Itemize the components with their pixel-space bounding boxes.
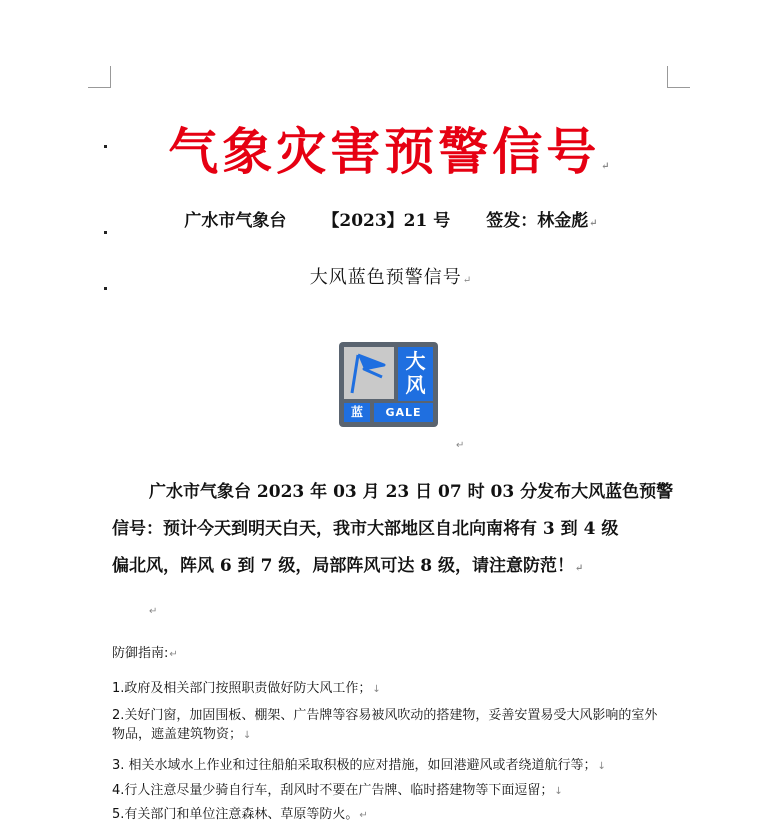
body-line: 信号：预计今天到明天白天，我市大部地区自北向南将有 3 到 4 级 xyxy=(112,519,619,539)
list-item-text: 2.关好门窗，加固围板、棚架、广告牌等容易被风吹动的搭建物，妥善安置易受大风影响的室外物品，遮盖建筑物资； xyxy=(112,708,658,742)
level-label: 蓝 xyxy=(344,403,370,422)
list-item xyxy=(112,706,660,745)
paragraph-mark-icon: ↵ xyxy=(169,649,178,660)
crop-mark-top-left-h xyxy=(88,87,111,88)
flag-icon xyxy=(344,347,394,399)
warning-subtitle xyxy=(0,263,782,289)
margin-bullet xyxy=(104,231,107,234)
line-break-icon: ↓ xyxy=(243,730,252,741)
issuer-name: 广水市气象台 xyxy=(184,211,287,231)
crop-mark-top-left-v xyxy=(110,66,111,88)
document-title xyxy=(0,112,782,184)
list-item-text: 4.行人注意尽量少骑自行车，刮风时不要在广告牌、临时搭建物等下面逗留； xyxy=(112,783,554,798)
list-item xyxy=(112,756,606,776)
crop-mark-top-right-h xyxy=(667,87,690,88)
document-number: 【2023】21 号 xyxy=(322,211,451,231)
paragraph-mark-icon: ↵ xyxy=(456,440,465,451)
list-item-text: 1.政府及相关部门按照职责做好防大风工作； xyxy=(112,681,372,696)
body-line: 广水市气象台 2023 年 03 月 23 日 07 时 03 分发布大风蓝色预警 xyxy=(149,482,674,502)
english-label: GALE xyxy=(374,403,433,422)
line-break-icon: ↓ xyxy=(554,786,563,797)
line-break-icon: ↓ xyxy=(372,684,381,695)
warning-body xyxy=(112,474,672,587)
line-break-icon: ↓ xyxy=(597,761,606,772)
subtitle-text: 大风蓝色预警信号 xyxy=(309,267,462,288)
list-item xyxy=(112,781,563,801)
list-item xyxy=(112,679,381,699)
paragraph-mark-icon: ↵ xyxy=(575,563,584,574)
issuer-line xyxy=(0,206,782,231)
gale-label: 大风 xyxy=(398,347,433,401)
crop-mark-top-right-v xyxy=(667,66,668,88)
paragraph-mark-icon: ↵ xyxy=(359,810,368,821)
list-item-text: 3. 相关水域水上作业和过往船舶采取积极的应对措施，如回港避风或者绕道航行等； xyxy=(112,758,597,773)
signer: 签发：林金彪 xyxy=(486,211,589,231)
gale-warning-icon xyxy=(339,342,438,427)
paragraph-mark-icon: ↵ xyxy=(589,218,598,229)
paragraph-mark-icon: ↵ xyxy=(149,606,158,617)
paragraph-mark-icon: ↵ xyxy=(601,161,614,172)
guide-title-text: 防御指南: xyxy=(112,646,169,661)
guide-title xyxy=(112,642,178,661)
paragraph-mark-icon: ↵ xyxy=(462,275,473,286)
title-text: 气象灾害预警信号 xyxy=(168,122,601,181)
body-line: 偏北风，阵风 6 到 7 级，局部阵风可达 8 级，请注意防范！ xyxy=(112,556,574,576)
list-item xyxy=(112,805,368,825)
list-item-text: 5.有关部门和单位注意森林、草原等防火。 xyxy=(112,807,359,822)
